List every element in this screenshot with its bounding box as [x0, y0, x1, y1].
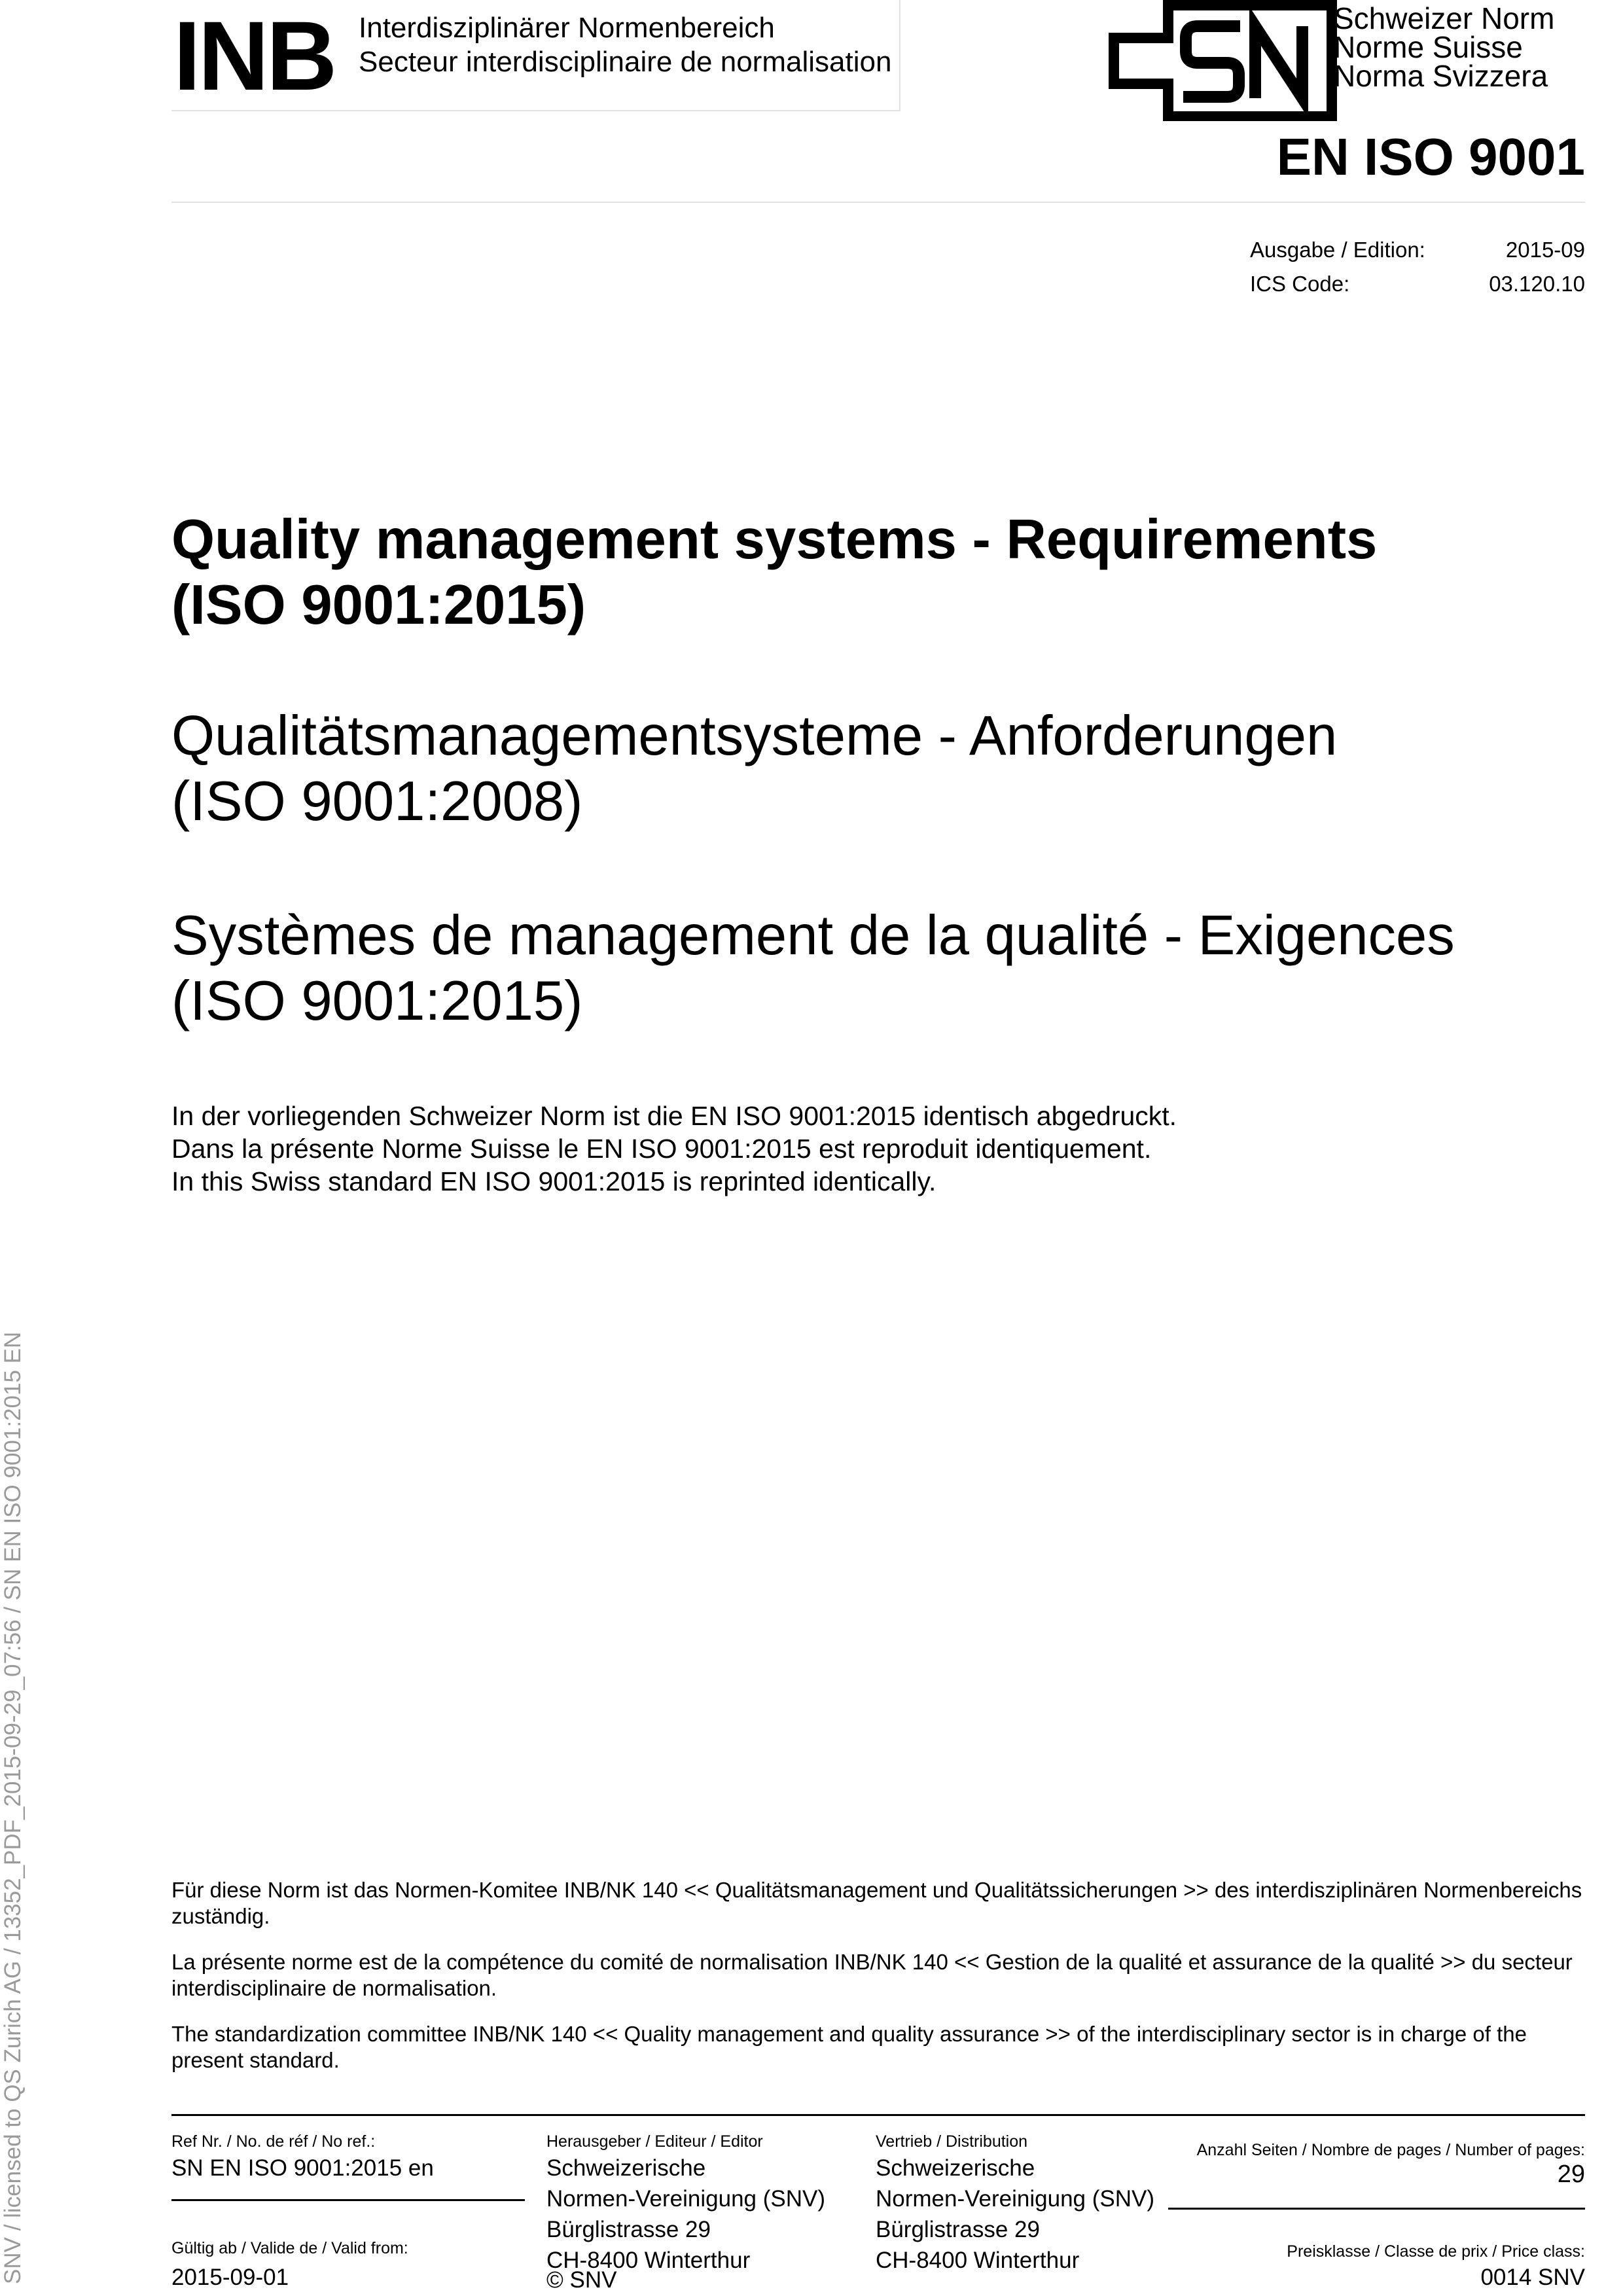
edition-label: Ausgabe / Edition: — [1250, 238, 1425, 262]
title-english-line-1: Quality management systems - Requirements — [171, 509, 1378, 571]
distribution-line: Schweizerische — [876, 2155, 1035, 2181]
committee-note-de: Für diese Norm ist das Normen-Komitee INB/NK 140 << Qualitätsmanagement und Qualitätssicherungen >> des interdisziplinären Normenbereichs zuständig. — [171, 1878, 1582, 1928]
ref-value: SN EN ISO 9001:2015 en — [171, 2155, 434, 2181]
sn-name-it: Norma Svizzera — [1334, 59, 1548, 93]
title-german — [171, 704, 1578, 834]
editor-label: Herausgeber / Editeur / Editor — [546, 2132, 763, 2151]
title-german-line-1: Qualitätsmanagementsysteme - Anforderungen — [171, 705, 1338, 767]
edition-value: 2015-09 — [1505, 238, 1585, 262]
distribution-line: Normen-Vereinigung (SNV) — [876, 2186, 1155, 2212]
distribution-label: Vertrieb / Distribution — [876, 2132, 1028, 2151]
footer-divider — [171, 2114, 1585, 2116]
reprint-notice-en: In this Swiss standard EN ISO 9001:2015 is reprinted identically. — [171, 1166, 936, 1196]
license-watermark: SNV / licensed to QS Zurich AG / 13352_PDF_2015-09-29_07:56 / SN EN ISO 9001:2015 EN — [0, 1331, 26, 2284]
valid-label: Gültig ab / Valide de / Valid from: — [171, 2239, 408, 2257]
editor-line: Normen-Vereinigung (SNV) — [546, 2186, 826, 2212]
editor-line: Schweizerische — [546, 2155, 706, 2181]
reprint-notice-de: In der vorliegenden Schweizer Norm ist die EN ISO 9001:2015 identisch abgedruckt. — [171, 1101, 1177, 1131]
inb-name-de: Interdisziplinärer Normenbereich — [359, 12, 775, 44]
editor-copyright: © SNV — [546, 2267, 617, 2293]
pages-underline — [1168, 2208, 1585, 2210]
distribution-line: CH-8400 Winterthur — [876, 2248, 1080, 2273]
committee-note-fr: La présente norme est de la compétence du comité de normalisation INB/NK 140 << Gestion de la qualité et assurance de la qualité >> du secteur interdisciplinaire de normalisation. — [171, 1950, 1573, 2000]
sn-name-de: Schweizer Norm — [1334, 1, 1555, 35]
price-value: 0014 SNV — [1480, 2265, 1585, 2290]
title-english-line-2: (ISO 9001:2015) — [171, 574, 586, 636]
title-english — [171, 507, 1546, 638]
header-divider — [171, 202, 1585, 203]
pages-value: 29 — [1557, 2161, 1585, 2188]
standard-number: EN ISO 9001 — [1276, 128, 1585, 186]
reprint-notice-fr: Dans la présente Norme Suisse le EN ISO 9001:2015 est reproduit identiquement. — [171, 1134, 1152, 1164]
inb-name-fr: Secteur interdisciplinaire de normalisation — [359, 46, 892, 78]
distribution-line: Bürglistrasse 29 — [876, 2217, 1040, 2242]
title-french — [171, 903, 1578, 1034]
price-label: Preisklasse / Classe de prix / Price class: — [1287, 2242, 1585, 2261]
ref-label: Ref Nr. / No. de réf / No ref.: — [171, 2132, 376, 2151]
sn-logo — [1106, 0, 1342, 121]
pages-label: Anzahl Seiten / Nombre de pages / Number of pages: — [1196, 2141, 1585, 2159]
valid-value: 2015-09-01 — [171, 2265, 289, 2290]
title-french-line-2: (ISO 9001:2015) — [171, 970, 583, 1032]
ics-value: 03.120.10 — [1489, 272, 1585, 296]
inb-logo: INB — [173, 1, 335, 111]
reprint-notice — [171, 1100, 1177, 1198]
sn-name-fr: Norme Suisse — [1334, 30, 1523, 64]
ics-label: ICS Code: — [1250, 272, 1350, 296]
committee-note-en: The standardization committee INB/NK 140 << Quality management and quality assurance >> of the interdisciplinary sector is in charge of the present standard. — [171, 2022, 1527, 2072]
title-german-line-2: (ISO 9001:2008) — [171, 770, 583, 833]
editor-line: Bürglistrasse 29 — [546, 2217, 711, 2242]
editor-line: CH-8400 Winterthur — [546, 2248, 751, 2273]
ref-underline — [171, 2199, 525, 2201]
title-french-line-1: Systèmes de management de la qualité - Exigences — [171, 905, 1455, 967]
